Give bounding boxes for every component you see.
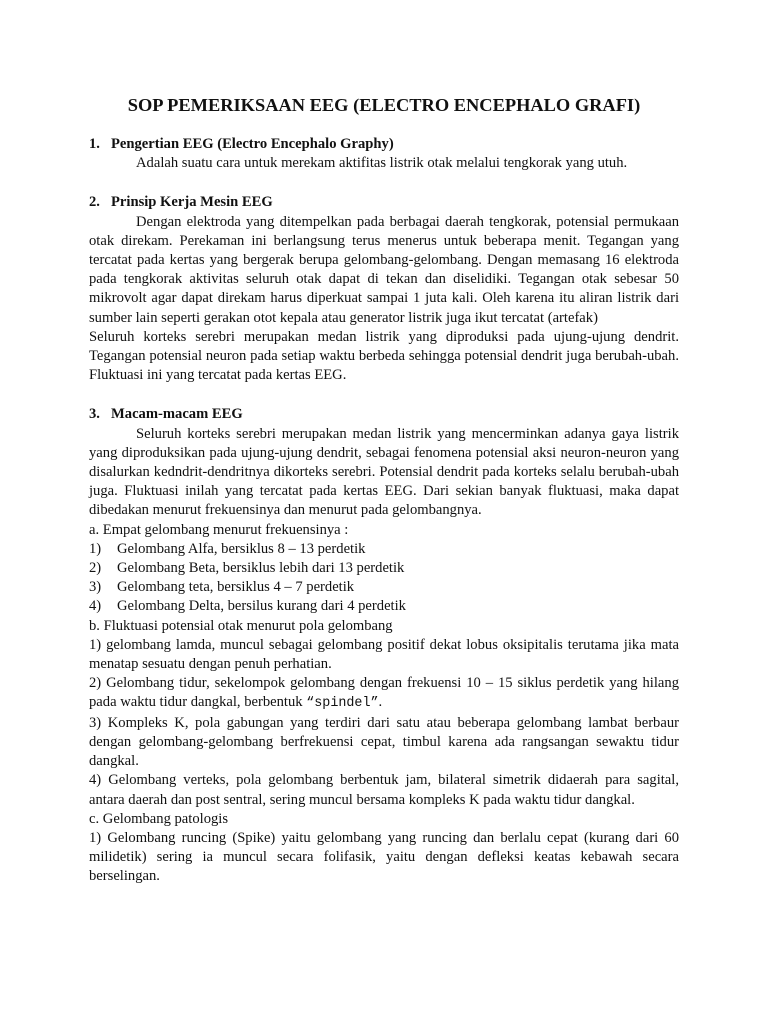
subsection-a-label: a. Empat gelombang menurut frekuensinya : [89,521,349,538]
pattern-item-4: 4) Gelombang verteks, pola gelombang berbentuk jam, bilateral simetrik didaerah para sagital, antara daerah dan post sentral, sering muncul bersama kompleks K pada waktu tidur dangkal. [89,772,679,808]
section-1-text: Adalah suatu cara untuk merekam aktifitas listrik otak melalui tengkorak yang utuh. [136,155,628,172]
pathologic-item-1: 1) Gelombang runcing (Spike) yaitu gelombang yang runcing dan berlalu cepat (kurang dari 60 milidetik) sering ia muncul secara folifasik, yaitu dengan defleksi keatas kebawah secara berselingan. [89,829,679,885]
document-title: SOP PEMERIKSAAN EEG (ELECTRO ENCEPHALO GRAFI) [127,95,641,115]
section-2-paragraph-2: Seluruh korteks serebri merupakan medan listrik yang diproduksi pada ujung-ujung dendrit. Tegangan potensial neuron pada setiap waktu berbeda sehingga potensial dendrit juga berubah-ubah. Fluktuasi ini yang tercatat pada kertas EEG. [89,328,679,384]
spindel-term: “spindel” [306,696,379,712]
document-body [89,135,679,887]
pattern-item-3: 3) Kompleks K, pola gabungan yang terdiri dari satu atau beberapa gelombang lambat berbaur dengan gelombang-gelombang berfrekuensi cepat, timbul karena ada rangsangan sewaktu tidur dangkal. [89,714,679,770]
section-2-paragraph-1: Dengan elektroda yang ditempelkan pada berbagai daerah tengkorak, potensial permukaan otak direkam. Perekaman ini berlangsung terus menerus untuk beberapa menit. Tegangan yang tercatat pada kertas yang bergerak berupa gelombang-gelombang. Dengan memasang 16 elektroda pada tengkorak aktivitas seluruh otak dapat di tekan dan diselidiki. Tegangan otak sebesar 50 mikrovolt agar dapat direkam harus diperkuat sampai 1 juta kali. Oleh karena itu aliran listrik dari sumber lain seperti gerakan otot kepala atau generator listrik juga ikut tercatat (artefak) [89,213,679,326]
section-2-title: Prinsip Kerja Mesin EEG [111,194,273,211]
section-2-heading [89,193,679,212]
list-item: 3) Gelombang teta, bersiklus 4 – 7 perdetik [89,579,355,596]
section-3-title: Macam-macam EEG [111,406,243,423]
pattern-item-1: 1) gelombang lamda, muncul sebagai gelombang positif dekat lobus oksipitalis terutama jika mata menatap sesuatu dengan penuh perhatian. [89,636,679,673]
list-item: 4) Gelombang Delta, bersilus kurang dari 4 perdetik [89,598,406,615]
section-3-number: 3. [89,406,100,423]
section-3-intro: Seluruh korteks serebri merupakan medan listrik yang mencerminkan adanya gaya listrik yang diproduksikan pada ujung-ujung dendrit, sebagai fenomena potensial aksi neuron-neuron yang disalurkan kedndrit-dendritnya dikorteks serebri. Potensial dendrit pada korteks selalu berubah-ubah juga. Fluktuasi inilah yang tercatat pada kertas EEG. Dari sekian banyak fluktuasi, maka dapat dibedakan menurut frekuensinya dan menurut pada gelombangnya. [89,425,679,519]
section-1-title: Pengertian EEG (Electro Encephalo Graphy) [111,136,394,152]
section-2-number: 2. [89,194,100,211]
subsection-b-label: b. Fluktuasi potensial otak menurut pola gelombang [89,617,393,634]
frequency-wave-list [89,540,679,617]
section-1-number: 1. [89,136,100,152]
section-1-heading [89,135,679,154]
section-3-heading [89,405,679,424]
subsection-c-label: c. Gelombang patologis [89,810,229,827]
list-item: 2) Gelombang Beta, bersiklus lebih dari 13 perdetik [89,560,405,577]
list-item: 1) Gelombang Alfa, bersiklus 8 – 13 perdetik [89,540,366,557]
pattern-item-2: 2) Gelombang tidur, sekelompok gelombang dengan frekuensi 10 – 15 siklus perdetik yang hilang pada waktu tidur dangkal, berbentuk “spindel”. [89,675,679,712]
